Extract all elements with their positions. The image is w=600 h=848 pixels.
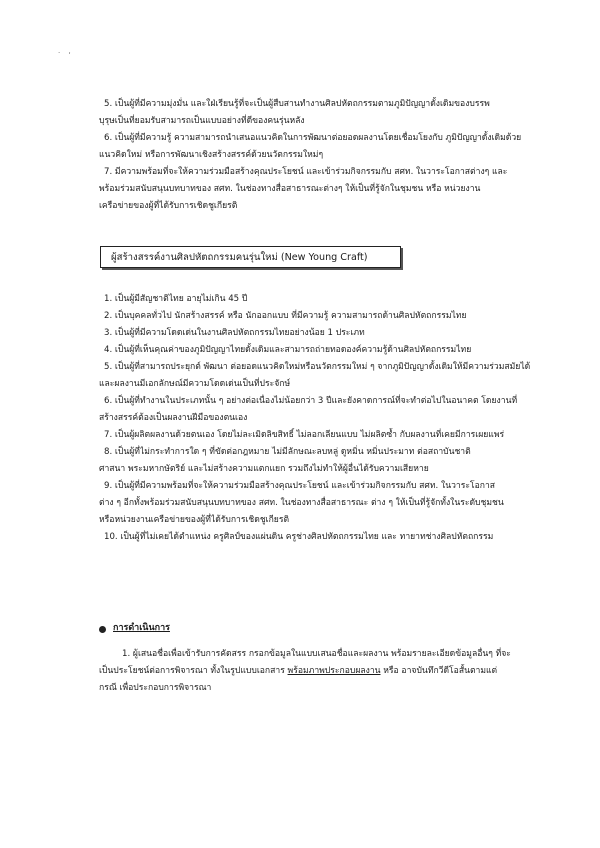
list-item-line: 7. มีความพร้อมที่จะให้ความร่วมมือสร้างคุณประโยชน์ และเข้าร่วมกิจกรรมกับ สศท. ในวาระโอกาสต่างๆ และ xyxy=(104,167,508,177)
list-item-line: 4. เป็นผู้ที่เห็นคุณค่าของภูมิปัญญาไทยดั้งเดิมและสามารถถ่ายทอดองค์ความรู้ด้านศิลปหัตถกรรมไทย xyxy=(104,345,472,355)
procedure-underlined-text: พร้อมภาพประกอบผลงาน xyxy=(287,666,381,676)
list-item-line: 2. เป็นบุคคลทั่วไป นักสร้างสรรค์ หรือ นักออกแบบ ที่มีความรู้ ความสามารถด้านศิลปหัตถกรรมไทย xyxy=(104,311,467,321)
bullet-icon xyxy=(99,626,106,633)
list-item-line: 6. เป็นผู้ที่ทำงานในประเภทนั้น ๆ อย่างต่อเนื่องไม่น้อยกว่า 3 ปีและยังคาดการณ์ที่จะทำต่อไปในอนาคต โดยงานที่ xyxy=(104,396,518,406)
section-title-box xyxy=(100,246,401,268)
list-item-line: เครือข่ายของผู้ที่ได้รับการเชิดชูเกียรติ xyxy=(99,201,238,211)
list-item-line: 6. เป็นผู้ที่มีความรู้ ความสามารถนำเสนอแนวคิดในการพัฒนาต่อยอดผลงานโดยเชื่อมโยงกับ ภูมิปัญญาดั้งเดิมด้วย xyxy=(104,133,522,143)
list-item-line: 5. เป็นผู้ที่สามารถประยุกต์ พัฒนา ต่อยอดแนวคิดใหม่หรือนวัตกรรมใหม่ ๆ จากภูมิปัญญาดั้งเดิมให้มีความร่วมสมัยได้ xyxy=(104,362,531,372)
procedure-line-1: 1. ผู้เสนอชื่อเพื่อเข้ารับการคัดสรร กรอกข้อมูลในแบบเสนอชื่อและผลงาน พร้อมรายละเอียดข้อมูลอื่นๆ ที่จะ xyxy=(122,649,511,659)
list-item-line: 3. เป็นผู้ที่มีความโดดเด่นในงานศิลปหัตถกรรมไทยอย่างน้อย 1 ประเภท xyxy=(104,328,365,338)
list-item-line: และผลงานมีเอกลักษณ์มีความโดดเด่นเป็นที่ประจักษ์ xyxy=(99,379,291,389)
list-item-line: สร้างสรรค์ต้องเป็นผลงานฝีมือของตนเอง xyxy=(99,413,248,423)
procedure-line-2-tail: หรือ อาจบันทึกวีดีโอสั้นตามแต่ xyxy=(380,666,498,676)
list-item-line: ต่าง ๆ อีกทั้งพร้อมร่วมสนับสนุนบทบาทของ สศท. ในช่องทางสื่อสาธารณะ ต่าง ๆ ให้เป็นที่รู้จักทั้งในระดับชุมชน xyxy=(99,498,504,508)
list-item-line: 9. เป็นผู้ที่มีความพร้อมที่จะให้ความร่วมมือสร้างคุณประโยชน์ และเข้าร่วมกิจกรรมกับ สศท. ในวาระโอกาส xyxy=(104,481,496,491)
margin-mark: . , xyxy=(58,47,74,55)
list-item-line: 8. เป็นผู้ที่ไม่กระทำการใด ๆ ที่ขัดต่อกฎหมาย ไม่มีลักษณะลบหลู่ ดูหมิ่น หมิ่นประมาท ต่อสถาบันชาติ xyxy=(104,447,471,457)
list-item-line: 5. เป็นผู้ที่มีความมุ่งมั่น และใฝ่เรียนรู้ที่จะเป็นผู้สืบสานทำงานศิลปหัตถกรรมตามภูมิปัญญาดั้งเดิมของบรรพ xyxy=(104,99,490,109)
procedure-line-3: กรณี เพื่อประกอบการพิจารณา xyxy=(99,683,212,693)
procedure-line-2-text: เป็นประโยชน์ต่อการพิจารณา ทั้งในรูปแบบเอกสาร xyxy=(99,666,288,676)
list-item-line: 7. เป็นผู้ผลิตผลงานด้วยตนเอง โดยไม่ละเมิดลิขสิทธิ์ ไม่ลอกเลียนแบบ ไม่ผลิตซ้ำ กับผลงานที่เคยมีการเผยแพร่ xyxy=(104,430,505,440)
list-item-line: 10. เป็นผู้ที่ไม่เคยได้ตำแหน่ง ครูศิลป์ของแผ่นดิน ครูช่างศิลปหัตถกรรมไทย และ ทายาทช่างศิลปหัตถกรรม xyxy=(104,532,494,542)
section-title: ผู้สร้างสรรค์งานศิลปหัตถกรรมคนรุ่นใหม่ (New Young Craft) xyxy=(111,252,368,263)
list-item-line: ศาสนา พระมหากษัตริย์ และไม่สร้างความแตกแยก รวมถึงไม่ทำให้ผู้อื่นได้รับความเสียหาย xyxy=(99,464,429,474)
list-item-line: แนวคิดใหม่ หรือการพัฒนาเชิงสร้างสรรค์ด้วยนวัตกรรมใหม่ๆ xyxy=(99,150,324,160)
procedure-line-2 xyxy=(99,663,497,680)
list-item-line: หรือหน่วยงานเครือข่ายของผู้ที่ได้รับการเชิดชูเกียรติ xyxy=(99,515,290,525)
list-item-line: 1. เป็นผู้มีสัญชาติไทย อายุไม่เกิน 45 ปี xyxy=(104,294,248,304)
list-item-line: พร้อมร่วมสนับสนุนบทบาทของ สศท. ในช่องทางสื่อสาธารณะต่างๆ ให้เป็นที่รู้จักในชุมชน หรือ หน่วยงาน xyxy=(99,184,481,194)
list-item-line: บุรุษเป็นที่ยอมรับสามารถเป็นแบบอย่างที่ดีของคนรุ่นหลัง xyxy=(99,116,305,126)
procedure-heading: การดำเนินการ xyxy=(113,623,170,633)
